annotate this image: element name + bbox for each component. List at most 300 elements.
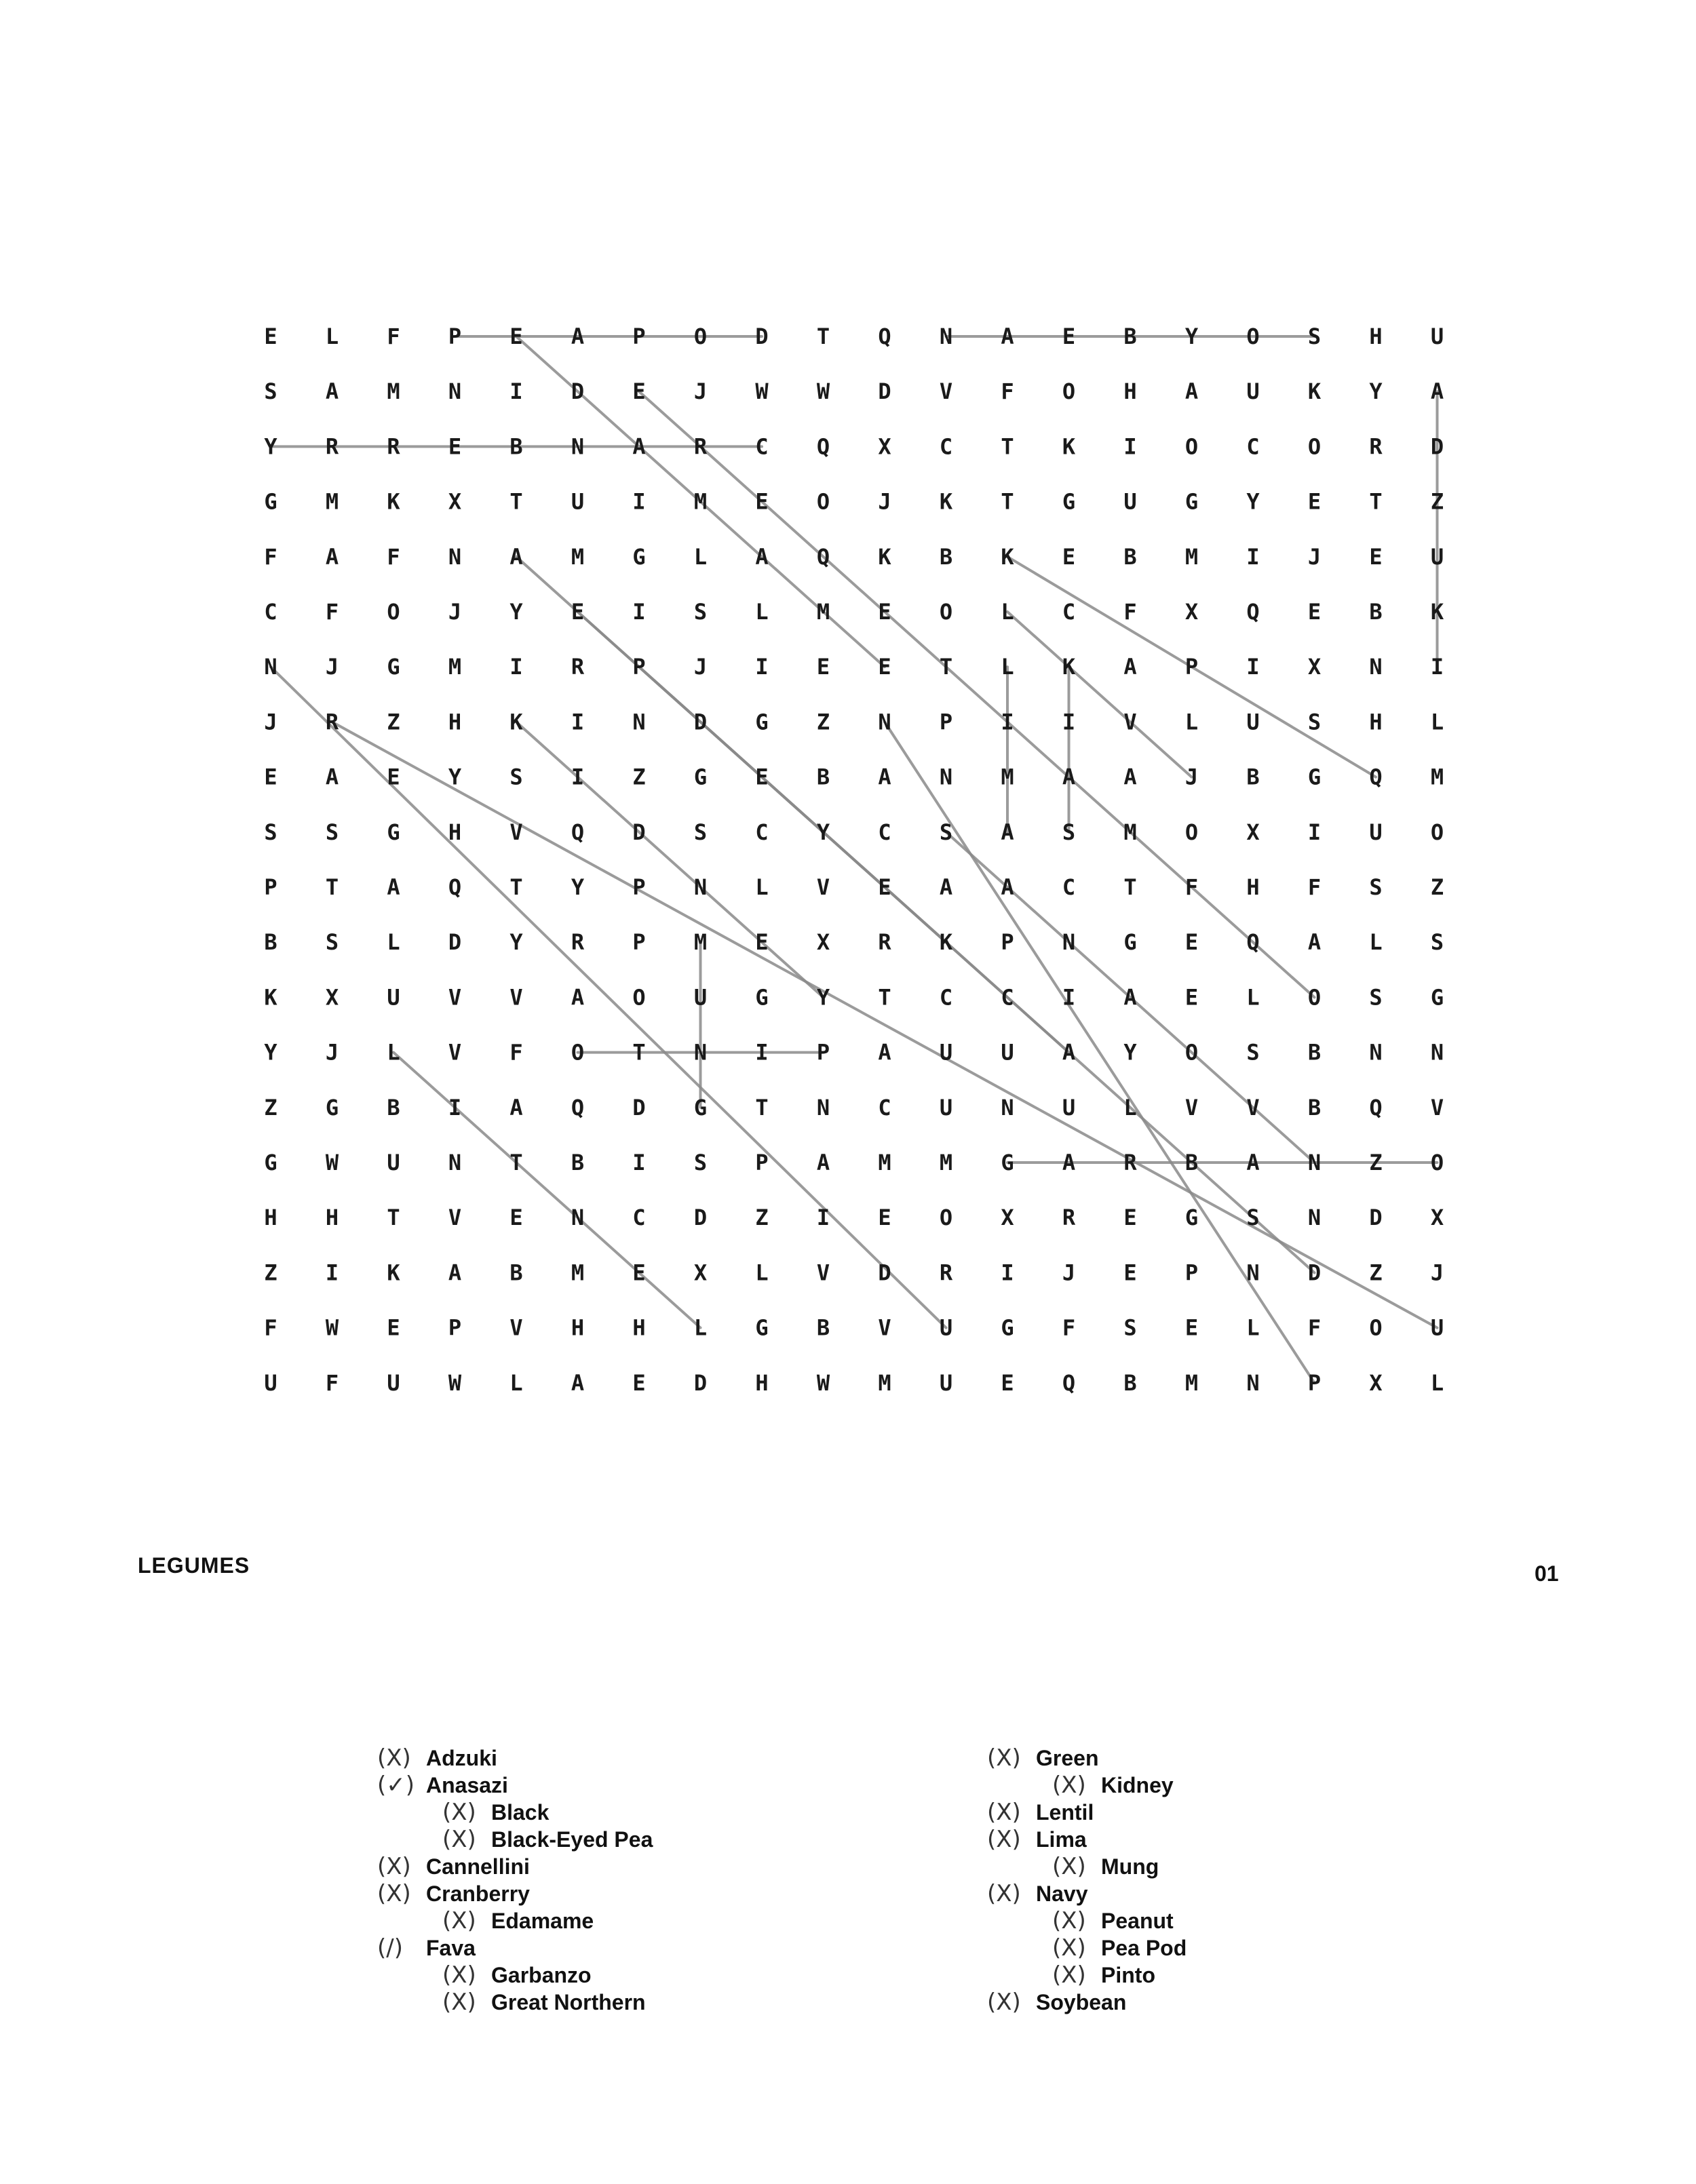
grid-letter: Z bbox=[387, 709, 400, 735]
grid-letter: A bbox=[325, 543, 339, 570]
checkbox: (✓) bbox=[377, 1772, 415, 1799]
grid-letter: Y bbox=[509, 929, 523, 956]
grid-letter: H bbox=[1246, 874, 1260, 900]
grid-letter: O bbox=[387, 599, 400, 625]
page-number: 01 bbox=[1535, 1561, 1559, 1586]
grid-letter: N bbox=[878, 709, 891, 735]
grid-letter: U bbox=[571, 488, 585, 515]
grid-letter: A bbox=[325, 378, 339, 405]
grid-letter: O bbox=[1184, 819, 1199, 845]
grid-letter: A bbox=[1246, 1150, 1260, 1175]
grid-letter: U bbox=[1430, 1314, 1444, 1341]
grid-letter: A bbox=[755, 543, 769, 570]
grid-letter: I bbox=[571, 764, 585, 790]
grid-letter: X bbox=[693, 1260, 708, 1286]
grid-letter: G bbox=[1123, 929, 1137, 956]
grid-letter: N bbox=[1369, 654, 1383, 680]
checkbox: (X) bbox=[1052, 1934, 1086, 1962]
grid-letter: T bbox=[325, 874, 339, 900]
grid-letter: E bbox=[878, 1205, 891, 1231]
grid-letter: I bbox=[632, 599, 646, 625]
word-list-item bbox=[987, 1962, 1367, 1989]
word-list-item bbox=[377, 1907, 757, 1934]
grid-letter: X bbox=[816, 929, 830, 956]
grid-letter: L bbox=[509, 1369, 523, 1396]
grid-letter: L bbox=[693, 543, 708, 570]
grid-letter: G bbox=[755, 709, 769, 735]
grid-letter: Y bbox=[816, 819, 830, 845]
grid-letter: I bbox=[1001, 709, 1014, 735]
grid-letter: B bbox=[1123, 543, 1137, 570]
grid-letter: L bbox=[325, 324, 339, 349]
grid-letter: O bbox=[1369, 1314, 1383, 1341]
grid-letter: G bbox=[387, 819, 400, 845]
grid-letter: X bbox=[878, 433, 891, 460]
grid-letter: B bbox=[509, 1260, 523, 1286]
grid-letter: M bbox=[1184, 1369, 1199, 1396]
grid-letter: G bbox=[1001, 1150, 1014, 1175]
grid-letter: H bbox=[1369, 709, 1383, 735]
grid-letter: U bbox=[693, 984, 708, 1011]
grid-letter: A bbox=[571, 324, 585, 349]
grid-letter: E bbox=[1307, 599, 1322, 625]
grid-letter: C bbox=[755, 819, 769, 845]
grid-letter: M bbox=[1123, 819, 1137, 845]
word-label: Soybean bbox=[1036, 1990, 1127, 2014]
grid-letter: B bbox=[571, 1150, 585, 1175]
grid-letter: G bbox=[693, 1094, 708, 1120]
grid-letter: A bbox=[878, 764, 891, 790]
grid-letter: N bbox=[816, 1094, 830, 1120]
grid-letter: S bbox=[264, 819, 277, 845]
grid-letter: E bbox=[632, 1369, 646, 1396]
grid-letter: V bbox=[939, 378, 953, 405]
grid-letter: C bbox=[878, 1094, 891, 1120]
grid-letter: A bbox=[1001, 324, 1014, 349]
grid-letter: R bbox=[1369, 433, 1383, 460]
grid-letter: A bbox=[1123, 654, 1137, 680]
grid-letter: M bbox=[448, 654, 462, 680]
grid-letter: M bbox=[1001, 764, 1014, 790]
grid-letter: H bbox=[448, 709, 462, 735]
grid-letter: S bbox=[693, 819, 708, 845]
grid-letter: I bbox=[509, 378, 523, 405]
grid-letter: B bbox=[939, 543, 953, 570]
grid-letter: S bbox=[1246, 1205, 1260, 1231]
checkbox: (X) bbox=[987, 1826, 1021, 1853]
grid-letter: K bbox=[939, 929, 953, 956]
grid-letter: U bbox=[387, 1369, 400, 1396]
word-list-item bbox=[987, 1826, 1367, 1853]
grid-letter: A bbox=[509, 1094, 523, 1120]
grid-letter: D bbox=[571, 378, 585, 405]
grid-letter: F bbox=[1123, 599, 1137, 625]
word-label: Pea Pod bbox=[1101, 1936, 1187, 1960]
grid-letter: S bbox=[1123, 1314, 1137, 1341]
grid-letter: S bbox=[1246, 1039, 1260, 1066]
grid-letter: V bbox=[816, 874, 830, 900]
grid-letter: S bbox=[1307, 709, 1322, 735]
grid-letter: Q bbox=[1369, 764, 1383, 790]
grid-letter: M bbox=[878, 1150, 891, 1175]
grid-letter: U bbox=[387, 984, 400, 1011]
grid-letter: U bbox=[939, 1314, 953, 1341]
grid-letter: M bbox=[325, 488, 339, 515]
grid-letter: D bbox=[1307, 1260, 1322, 1286]
grid-letter: U bbox=[939, 1094, 953, 1120]
grid-letter: Y bbox=[1369, 378, 1383, 405]
grid-letter: Z bbox=[264, 1094, 277, 1120]
grid-letter: Z bbox=[1430, 874, 1444, 900]
grid-letter: Z bbox=[816, 709, 830, 735]
grid-letter: U bbox=[939, 1369, 953, 1396]
grid-letter: A bbox=[1062, 1039, 1076, 1066]
grid-letter: U bbox=[939, 1039, 953, 1066]
grid-letter: C bbox=[1062, 599, 1076, 625]
checkbox: (X) bbox=[377, 1744, 411, 1772]
grid-letter: A bbox=[387, 874, 400, 900]
grid-letter: T bbox=[1001, 433, 1014, 460]
grid-letter: V bbox=[448, 1039, 462, 1066]
grid-letter: T bbox=[632, 1039, 646, 1066]
grid-letter: E bbox=[1184, 929, 1199, 956]
grid-letter: L bbox=[387, 1039, 400, 1066]
grid-letter: S bbox=[1369, 984, 1383, 1011]
grid-letter: C bbox=[1246, 433, 1260, 460]
word-list-item bbox=[377, 1853, 757, 1880]
grid-letter: I bbox=[755, 654, 769, 680]
word-label: Fava bbox=[426, 1936, 476, 1960]
grid-letter: I bbox=[509, 654, 523, 680]
grid-letter: A bbox=[509, 543, 523, 570]
grid-letter: H bbox=[1123, 378, 1137, 405]
grid-letter: I bbox=[1307, 819, 1322, 845]
grid-letter: C bbox=[755, 433, 769, 460]
grid-letter: P bbox=[816, 1039, 830, 1066]
word-label: Black bbox=[491, 1800, 550, 1825]
grid-letter: E bbox=[878, 874, 891, 900]
grid-letter: S bbox=[264, 378, 277, 405]
grid-letter: O bbox=[939, 1205, 953, 1231]
grid-letter: S bbox=[939, 819, 953, 845]
grid-letter: Y bbox=[1184, 324, 1199, 349]
grid-letter: E bbox=[1062, 543, 1076, 570]
grid-letter: G bbox=[693, 764, 708, 790]
grid-letter: G bbox=[325, 1094, 339, 1120]
grid-letter: Q bbox=[571, 819, 585, 845]
grid-letter: E bbox=[755, 929, 769, 956]
grid-letter: Q bbox=[816, 543, 830, 570]
grid-letter: T bbox=[509, 874, 523, 900]
grid-letter: B bbox=[387, 1094, 400, 1120]
grid-letter: D bbox=[448, 929, 462, 956]
grid-letter: Q bbox=[1246, 929, 1260, 956]
grid-letter: N bbox=[1246, 1369, 1260, 1396]
word-list-right bbox=[987, 1744, 1367, 2016]
grid-letter: Y bbox=[1246, 488, 1260, 515]
word-list-item bbox=[377, 1934, 757, 1962]
grid-letter: L bbox=[387, 929, 400, 956]
grid-letter: Q bbox=[1369, 1094, 1383, 1120]
grid-letter: M bbox=[816, 599, 830, 625]
grid-letter: A bbox=[1184, 378, 1199, 405]
grid-letter: X bbox=[1430, 1205, 1444, 1231]
grid-letter: L bbox=[1430, 1369, 1444, 1396]
grid-letter: N bbox=[1307, 1150, 1322, 1175]
grid-letter: V bbox=[1246, 1094, 1260, 1120]
checkbox: (X) bbox=[1052, 1853, 1086, 1880]
found-word-line bbox=[271, 667, 946, 1327]
grid-letter: B bbox=[1184, 1150, 1199, 1175]
grid-letter: N bbox=[1369, 1039, 1383, 1066]
checkbox: (X) bbox=[442, 1799, 476, 1826]
grid-letter: N bbox=[1307, 1205, 1322, 1231]
grid-letter: J bbox=[878, 488, 891, 515]
grid-letter: G bbox=[1307, 764, 1322, 790]
grid-letter: N bbox=[571, 433, 585, 460]
grid-letter: K bbox=[387, 488, 400, 515]
grid-letter: E bbox=[1123, 1260, 1137, 1286]
grid-letter: P bbox=[632, 874, 646, 900]
grid-letter: L bbox=[1123, 1094, 1137, 1120]
grid-letter: S bbox=[693, 1150, 708, 1175]
grid-letter: Y bbox=[816, 984, 830, 1011]
grid-letter: O bbox=[1184, 433, 1199, 460]
grid-letter: E bbox=[816, 654, 830, 680]
grid-letter: T bbox=[1369, 488, 1383, 515]
grid-letter: E bbox=[509, 1205, 523, 1231]
grid-letter: B bbox=[1246, 764, 1260, 790]
grid-letter: R bbox=[939, 1260, 953, 1286]
grid-letter: J bbox=[448, 599, 462, 625]
grid-letter: N bbox=[1430, 1039, 1444, 1066]
grid-letter: O bbox=[1062, 378, 1076, 405]
found-word-line bbox=[332, 722, 1438, 1327]
checkbox: (X) bbox=[987, 1799, 1021, 1826]
grid-letter: Z bbox=[1430, 488, 1444, 515]
grid-letter: I bbox=[325, 1260, 339, 1286]
grid-letter: R bbox=[693, 433, 708, 460]
grid-letter: W bbox=[325, 1150, 339, 1175]
grid-letter: V bbox=[1184, 1094, 1199, 1120]
found-word-line bbox=[393, 1053, 701, 1328]
grid-letter: Y bbox=[264, 433, 277, 460]
grid-letter: G bbox=[1184, 488, 1199, 515]
grid-letter: T bbox=[509, 1150, 523, 1175]
grid-letter: P bbox=[632, 654, 646, 680]
grid-letter: G bbox=[755, 1314, 769, 1341]
grid-letter: S bbox=[325, 929, 339, 956]
grid-letter: E bbox=[632, 378, 646, 405]
grid-letter: Z bbox=[264, 1260, 277, 1286]
grid-letter: E bbox=[1062, 324, 1076, 349]
grid-letter: F bbox=[387, 543, 400, 570]
grid-letter: C bbox=[264, 599, 277, 625]
grid-letter: O bbox=[1430, 1150, 1444, 1175]
grid-letter: B bbox=[1123, 324, 1137, 349]
grid-letter: O bbox=[1430, 819, 1444, 845]
grid-letter: S bbox=[1430, 929, 1444, 956]
grid-letter: B bbox=[1307, 1039, 1322, 1066]
grid-letter: M bbox=[693, 488, 708, 515]
grid-letter: J bbox=[693, 654, 708, 680]
grid-letter: P bbox=[1001, 929, 1014, 956]
found-word-line bbox=[516, 722, 824, 997]
checkbox: (X) bbox=[442, 1907, 476, 1934]
grid-letter: L bbox=[1430, 709, 1444, 735]
grid-letter: J bbox=[1430, 1260, 1444, 1286]
grid-letter: E bbox=[755, 764, 769, 790]
grid-letter: J bbox=[1062, 1260, 1076, 1286]
grid-letter: A bbox=[1430, 378, 1444, 405]
grid-letter: S bbox=[509, 764, 523, 790]
grid-letter: Q bbox=[571, 1094, 585, 1120]
grid-letter: J bbox=[264, 709, 277, 735]
grid-letter: A bbox=[939, 874, 953, 900]
grid-letter: R bbox=[571, 929, 585, 956]
grid-letter: M bbox=[571, 1260, 585, 1286]
grid-letter: T bbox=[1123, 874, 1137, 900]
checkbox: (X) bbox=[1052, 1772, 1086, 1799]
grid-letter: N bbox=[448, 543, 462, 570]
grid-letter: N bbox=[939, 764, 953, 790]
word-label: Garbanzo bbox=[491, 1963, 592, 1987]
grid-letter: M bbox=[693, 929, 708, 956]
grid-letter: K bbox=[1307, 378, 1322, 405]
grid-letter: A bbox=[1123, 764, 1137, 790]
word-list-item bbox=[987, 1907, 1367, 1934]
grid-letter: S bbox=[1062, 819, 1076, 845]
grid-letter: X bbox=[1001, 1205, 1014, 1231]
grid-letter: E bbox=[632, 1260, 646, 1286]
grid-letter: O bbox=[939, 599, 953, 625]
grid-letter: U bbox=[1062, 1094, 1076, 1120]
grid-letter: G bbox=[1184, 1205, 1199, 1231]
grid-letter: M bbox=[387, 378, 400, 405]
grid-letter: F bbox=[509, 1039, 523, 1066]
grid-letter: C bbox=[1001, 984, 1014, 1011]
grid-letter: I bbox=[632, 488, 646, 515]
grid-letter: U bbox=[1246, 378, 1260, 405]
grid-letter: T bbox=[1001, 488, 1014, 515]
grid-letter: E bbox=[878, 654, 891, 680]
grid-letter: B bbox=[264, 929, 277, 956]
word-label: Lentil bbox=[1036, 1800, 1094, 1825]
grid-letter: G bbox=[755, 984, 769, 1011]
grid-letter: L bbox=[755, 599, 769, 625]
grid-letter: F bbox=[387, 324, 400, 349]
grid-letter: V bbox=[448, 984, 462, 1011]
grid-letter: A bbox=[632, 433, 646, 460]
grid-letter: K bbox=[1001, 543, 1014, 570]
grid-letter: C bbox=[878, 819, 891, 845]
checkbox: (X) bbox=[442, 1962, 476, 1989]
found-word-line bbox=[639, 391, 1315, 997]
grid-letter: T bbox=[755, 1094, 769, 1120]
grid-letter: E bbox=[1184, 984, 1199, 1011]
grid-letter: S bbox=[693, 599, 708, 625]
grid-letter: V bbox=[509, 819, 523, 845]
grid-letter: T bbox=[939, 654, 953, 680]
grid-letter: R bbox=[325, 433, 339, 460]
grid-letter: F bbox=[1184, 874, 1199, 900]
grid-letter: O bbox=[816, 488, 830, 515]
grid-letter: I bbox=[1430, 654, 1444, 680]
grid-letter: B bbox=[816, 764, 830, 790]
grid-letter: P bbox=[264, 874, 277, 900]
grid-letter: P bbox=[448, 324, 462, 349]
checkbox: (X) bbox=[1052, 1962, 1086, 1989]
grid-letter: A bbox=[1001, 874, 1014, 900]
grid-letter: Q bbox=[1062, 1369, 1076, 1396]
grid-letter: A bbox=[325, 764, 339, 790]
grid-letter: T bbox=[509, 488, 523, 515]
grid-letter: P bbox=[1307, 1369, 1322, 1396]
grid-letter: N bbox=[448, 1150, 462, 1175]
grid-letter: D bbox=[1430, 433, 1444, 460]
grid-letter: O bbox=[632, 984, 646, 1011]
grid-letter: Z bbox=[1369, 1260, 1383, 1286]
word-list-item bbox=[377, 1962, 757, 1989]
grid-letter: I bbox=[1246, 654, 1260, 680]
word-list-left bbox=[377, 1744, 757, 2016]
grid-letter: L bbox=[1246, 984, 1260, 1011]
found-word-lines bbox=[271, 336, 1438, 1383]
grid-letter: L bbox=[755, 1260, 769, 1286]
grid-letter: N bbox=[1062, 929, 1076, 956]
grid-letter: N bbox=[571, 1205, 585, 1231]
word-list-item bbox=[987, 1853, 1367, 1880]
checkbox: (X) bbox=[987, 1744, 1021, 1772]
grid-letter: I bbox=[816, 1205, 830, 1231]
word-list-item bbox=[987, 1880, 1367, 1907]
word-label: Pinto bbox=[1101, 1963, 1155, 1987]
grid-letter: U bbox=[1430, 543, 1444, 570]
grid-letter: D bbox=[693, 709, 708, 735]
checkbox: (X) bbox=[987, 1989, 1021, 2016]
grid-letter: E bbox=[387, 1314, 400, 1341]
grid-letter: P bbox=[448, 1314, 462, 1341]
grid-letter: H bbox=[571, 1314, 585, 1341]
grid-letter: X bbox=[448, 488, 462, 515]
word-label: Mung bbox=[1101, 1854, 1159, 1879]
grid-letter: O bbox=[693, 324, 708, 349]
grid-letter: F bbox=[1307, 1314, 1322, 1341]
grid-letter: Q bbox=[816, 433, 830, 460]
grid-letter: J bbox=[1184, 764, 1199, 790]
grid-letter: X bbox=[325, 984, 339, 1011]
grid-letter: O bbox=[1307, 433, 1322, 460]
grid-letter: T bbox=[878, 984, 891, 1011]
grid-letter: G bbox=[632, 543, 646, 570]
grid-letter: I bbox=[571, 709, 585, 735]
grid-letter: K bbox=[1430, 599, 1444, 625]
grid-letter: V bbox=[878, 1314, 891, 1341]
grid-letter: D bbox=[632, 1094, 646, 1120]
grid-letter: T bbox=[816, 324, 830, 349]
grid-letter: D bbox=[878, 1260, 891, 1286]
grid-letter: F bbox=[264, 1314, 277, 1341]
grid-letter: A bbox=[1001, 819, 1014, 845]
word-label: Cannellini bbox=[426, 1854, 530, 1879]
grid-letter: I bbox=[632, 1150, 646, 1175]
word-label: Peanut bbox=[1101, 1909, 1174, 1933]
grid-letter: Z bbox=[632, 764, 646, 790]
grid-letter: D bbox=[755, 324, 769, 349]
grid-letter: D bbox=[1369, 1205, 1383, 1231]
grid-letter: J bbox=[325, 1039, 339, 1066]
grid-letter: B bbox=[816, 1314, 830, 1341]
